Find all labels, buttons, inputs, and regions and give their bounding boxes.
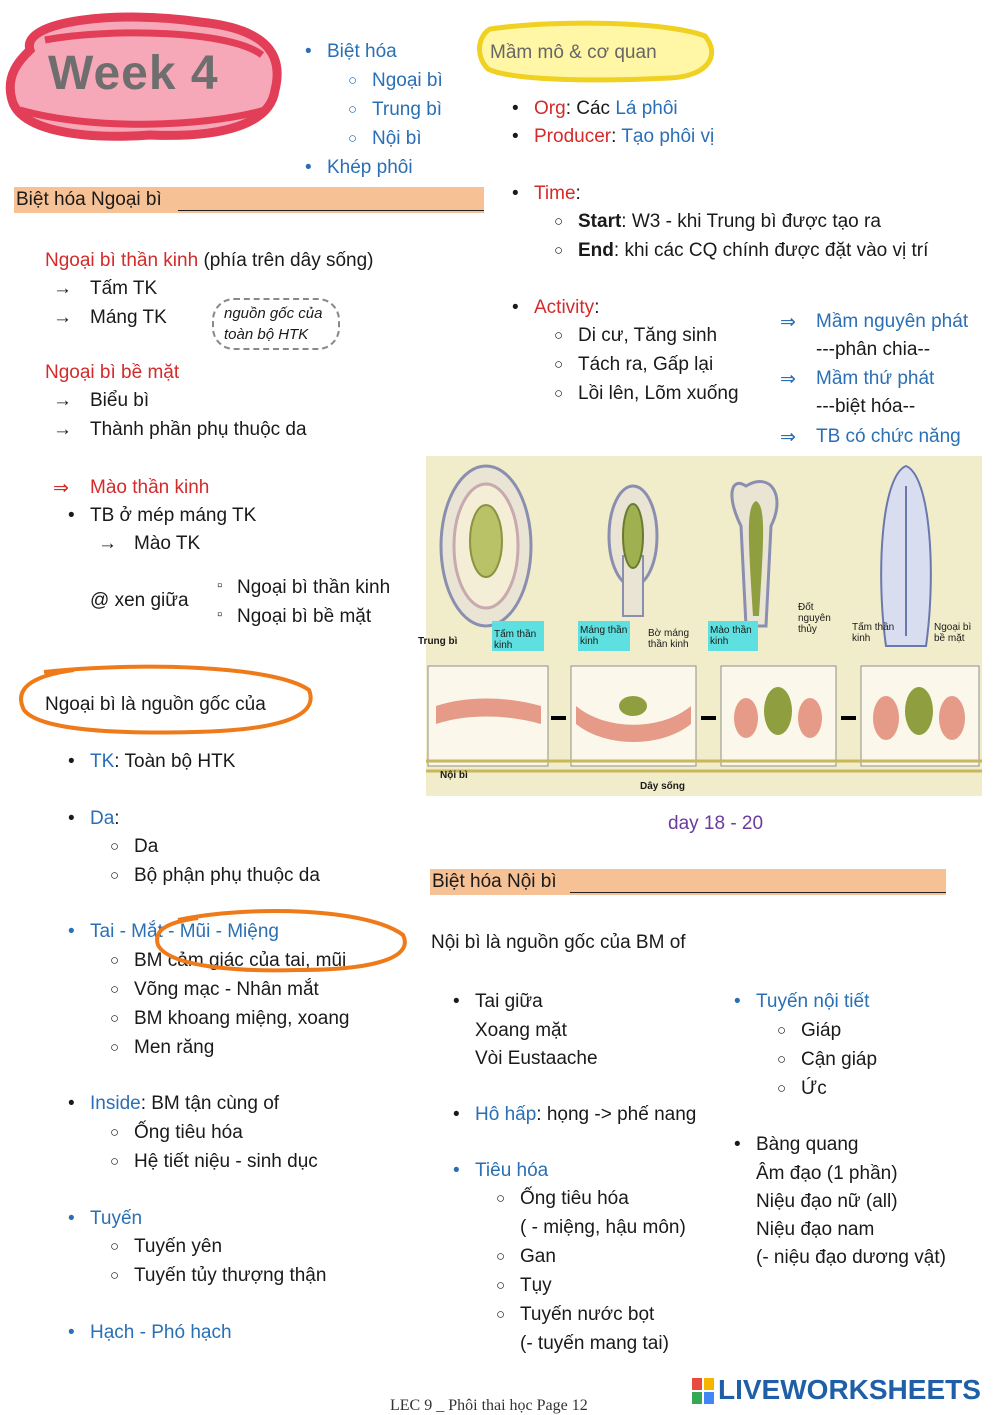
- time-start: ○ Start: W3 - khi Trung bì được tạo ra: [578, 211, 881, 233]
- flow-arrow: ⇒: [780, 312, 796, 333]
- ear-item: • Tai giữa: [475, 991, 543, 1013]
- gland-item: ○ Tuyến tủy thượng thận: [134, 1265, 326, 1287]
- liveworksheets-logo-icon: [692, 1378, 714, 1404]
- section-title-noi-bi: Biệt hóa Nội bì: [432, 871, 557, 892]
- between-item: ▫ Ngoại bì bề mặt: [237, 606, 371, 628]
- arrow-icon: →: [98, 533, 117, 554]
- noi-bi-intro: Nội bì là nguồn gốc của BM of: [431, 932, 686, 953]
- ear-item: Vòi Eustaache: [475, 1048, 598, 1069]
- toc-item-ngoai-bi: ○ Ngoại bì: [372, 70, 443, 92]
- fig-label-trung-bi: Trung bì: [418, 636, 458, 647]
- between-item: ▫ Ngoại bì thần kinh: [237, 577, 390, 599]
- surface-item: Biểu bì: [90, 390, 150, 411]
- fig-label-noi-bi: Nội bì: [440, 770, 468, 781]
- senses-item: ○ BM cảm giác của tai, mũi: [134, 950, 346, 972]
- activity-line: • Activity:: [534, 297, 599, 319]
- uro-item: Niệu đạo nam: [756, 1219, 875, 1240]
- liveworksheets-brand[interactable]: LIVEWORKSHEETS: [718, 1374, 981, 1405]
- endo-item: ○ Giáp: [801, 1020, 841, 1042]
- endo-item: ○ Ức: [801, 1078, 827, 1100]
- fig-label-mang-tk: Máng thần kinh: [580, 625, 628, 647]
- embryo-figure: [418, 456, 982, 796]
- dig-item: ○ Gan: [520, 1246, 556, 1268]
- between-label: @ xen giữa: [90, 590, 189, 611]
- dig-heading: • Tiêu hóa: [475, 1160, 548, 1182]
- dig-item: ○ Tụy: [520, 1275, 552, 1297]
- producer-line: • Producer: Tạo phôi vị: [534, 126, 714, 148]
- activity-item: ○ Tách ra, Gấp lại: [578, 354, 713, 376]
- flow-arrow: ⇒: [780, 427, 796, 448]
- fig-label-dot: Đốt nguyên thủy: [798, 602, 831, 635]
- ear-item: Xoang mặt: [475, 1020, 567, 1041]
- fig-label-tam-tk-2: Tấm thần kinh: [852, 622, 895, 644]
- arrow-icon: →: [53, 307, 72, 328]
- senses-item: ○ Võng mạc - Nhân mắt: [134, 979, 319, 1001]
- inside-item: ○ Hệ tiết niệu - sinh dục: [134, 1151, 318, 1173]
- dig-item: ○ Tuyến nước bọt: [520, 1304, 654, 1326]
- week-title: Week 4: [48, 47, 219, 100]
- surface-item: Thành phần phụ thuộc da: [90, 419, 307, 440]
- origin-tk: • TK: Toàn bộ HTK: [90, 751, 235, 773]
- senses-item: ○ Men răng: [134, 1037, 214, 1059]
- gland-item: ○ Tuyến yên: [134, 1236, 222, 1258]
- uro-item: Niệu đạo nữ (all): [756, 1191, 898, 1212]
- uro-item: Âm đạo (1 phần): [756, 1163, 898, 1184]
- fig-label-day-song: Dây sống: [640, 781, 686, 792]
- flow-biet-hoa: ---biệt hóa--: [816, 396, 916, 417]
- crest-bullet: • TB ở mép máng TK: [90, 505, 256, 527]
- origin-gland: • Tuyến: [90, 1208, 142, 1230]
- fig-label-mao-tk: Mào thần kinh: [710, 625, 752, 647]
- section-underline: [570, 892, 946, 893]
- surface-heading: Ngoại bì bề mặt: [45, 362, 180, 383]
- section-underline: [178, 210, 484, 211]
- tk-item-tam: Tấm TK: [90, 278, 158, 299]
- activity-item: ○ Lồi lên, Lõm xuống: [578, 383, 739, 405]
- endo-heading: • Tuyến nội tiết: [756, 991, 869, 1013]
- da-item: ○ Da: [134, 836, 158, 858]
- toc-item-trung-bi: ○ Trung bì: [372, 99, 442, 121]
- flow-phan-chia: ---phân chia--: [816, 339, 931, 360]
- mam-title: Mầm mô & cơ quan: [490, 42, 657, 63]
- toc-item-biet-hoa: • Biệt hóa: [327, 41, 397, 63]
- dig-item: ○ Ống tiêu hóa: [520, 1188, 629, 1210]
- toc-item-khep-phoi: • Khép phôi: [327, 157, 413, 179]
- arrow-icon: →: [53, 390, 72, 411]
- fig-label-tam-tk: Tấm thần kinh: [494, 629, 537, 651]
- dig-item-note: ( - miệng, hậu môn): [520, 1217, 686, 1238]
- senses-item: ○ BM khoang miệng, xoang: [134, 1008, 349, 1030]
- tk-item-mang: Máng TK: [90, 307, 167, 328]
- activity-item: ○ Di cư, Tăng sinh: [578, 325, 717, 347]
- origin-inside: • Inside: BM tận cùng of: [90, 1093, 279, 1115]
- inside-item: ○ Ống tiêu hóa: [134, 1122, 243, 1144]
- arrow-icon: →: [53, 419, 72, 440]
- page-footer: LEC 9 _ Phôi thai học Page 12: [390, 1397, 588, 1414]
- fig-label-ngoai-bi-bm: Ngoại bì bề mặt: [934, 622, 972, 644]
- section-title-ngoai-bi: Biệt hóa Ngoại bì: [16, 189, 162, 210]
- flow-mam-thu-phat: Mầm thứ phát: [816, 368, 935, 389]
- tk-heading: Ngoại bì thần kinh (phía trên dây sống): [45, 250, 374, 271]
- origin-title: Ngoại bì là nguồn gốc của: [45, 694, 266, 715]
- endo-item: ○ Cận giáp: [801, 1049, 877, 1071]
- fig-label-bo-mang: Bờ máng thần kinh: [648, 628, 690, 650]
- note-bubble: nguồn gốc của toàn bộ HTK: [212, 298, 340, 350]
- dig-item-note: (- tuyến mang tai): [520, 1333, 669, 1354]
- da-item: ○ Bộ phận phụ thuộc da: [134, 865, 320, 887]
- uro-item: • Bàng quang: [756, 1134, 859, 1156]
- resp-line: • Hô hấp: họng -> phế nang: [475, 1104, 696, 1126]
- time-end: ○ End: khi các CQ chính được đặt vào vị trí: [578, 240, 928, 262]
- origin-senses: • Tai - Mắt - Mũi - Miệng: [90, 921, 279, 943]
- org-line: • Org: Các Lá phôi: [534, 98, 678, 120]
- figure-caption: day 18 - 20: [668, 813, 764, 834]
- time-line: • Time:: [534, 183, 581, 205]
- flow-mam-nguyen-phat: Mầm nguyên phát: [816, 311, 969, 332]
- arrow-icon: →: [53, 278, 72, 299]
- crest-arrow-item: Mào TK: [134, 533, 201, 554]
- double-arrow-icon: ⇒: [53, 478, 69, 499]
- flow-arrow: ⇒: [780, 369, 796, 390]
- origin-hach: • Hạch - Phó hạch: [90, 1322, 232, 1344]
- origin-da: • Da:: [90, 808, 120, 830]
- crest-heading: Mào thần kinh: [90, 477, 210, 498]
- flow-tb-chuc-nang: TB có chức năng: [816, 426, 961, 447]
- uro-item: (- niệu đạo dương vật): [756, 1247, 946, 1268]
- toc-item-noi-bi: ○ Nội bì: [372, 128, 422, 150]
- senses-circle-scribble: [148, 900, 418, 980]
